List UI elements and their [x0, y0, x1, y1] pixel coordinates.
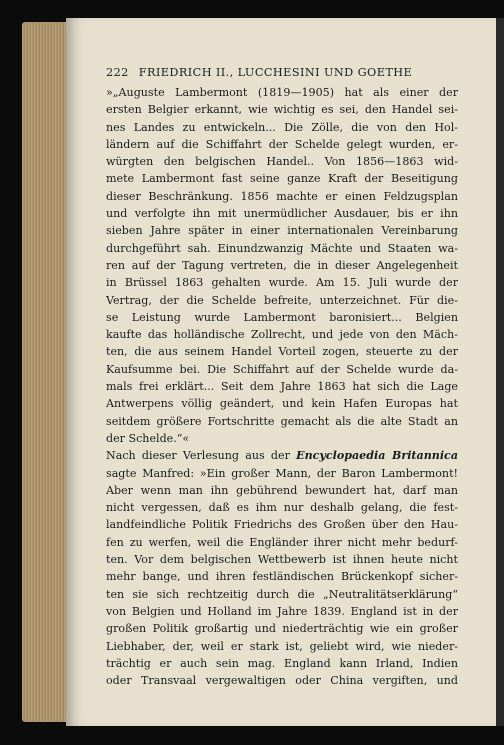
- running-header: [106, 66, 456, 79]
- text-line: ten, die aus seinem Handel Vorteil zogen, steuerte zu der: [106, 345, 458, 359]
- text-line: Antwerpens völlig geändert, und kein Hafen Europas hat: [106, 397, 458, 411]
- text-line: Kaufsumme bei. Die Schiffahrt auf der Schelde wurde da-: [106, 362, 458, 376]
- text-line: ersten Belgier erkannt, wie wichtig es sei, den Handel sei-: [106, 103, 458, 117]
- text-line: von Belgien und Holland im Jahre 1839. England ist in der: [106, 604, 458, 618]
- text-line: und verfolgte ihn mit unermüdlicher Ausdauer, bis er ihn: [106, 207, 458, 221]
- text-line: se Leistung wurde Lambermont baronisiert... Belgien: [106, 310, 458, 324]
- text-line: oder Transvaal vergewaltigen oder China vergiften, und: [106, 674, 458, 688]
- text-line: ländern auf die Schiffahrt der Schelde gelegt wurden, er-: [106, 137, 458, 151]
- text-line: seitdem größere Fortschritte gemacht als die alte Stadt an: [106, 414, 458, 428]
- text-line: großen Politik großartig und niederträchtig wie ein großer: [106, 622, 458, 636]
- text-segment: Nach dieser Verlesung aus der: [106, 449, 290, 463]
- text-line: Liebhaber, der, weil er stark ist, geliebt wird, wie nieder-: [106, 639, 458, 653]
- text-line: sieben Jahre später in einer internationalen Vereinbarung: [106, 224, 458, 238]
- text-line-with-title: [106, 447, 458, 464]
- text-line: ten. Vor dem belgischen Wettbewerb ist ihnen heute nicht: [106, 553, 458, 567]
- running-title: FRIEDRICH II., LUCCHESINI UND GOETHE: [138, 66, 413, 79]
- scan-border: [496, 18, 504, 726]
- text-line: sagte Manfred: »Ein großer Mann, der Baron Lambermont!: [106, 466, 458, 480]
- text-line: in Brüssel 1863 gehalten wurde. Am 15. Juli wurde der: [106, 276, 458, 290]
- text-line: Vertrag, der die Schelde befreite, unterzeichnet. Für die-: [106, 293, 458, 307]
- book-title: Encyclopaedia Britannica: [296, 449, 458, 463]
- text-line: nicht vergessen, daß es ihm nur deshalb gelang, die fest-: [106, 501, 458, 515]
- text-line: mals frei erklärt... Seit dem Jahre 1863 hat sich die Lage: [106, 380, 458, 394]
- text-line: durchgeführt sah. Einundzwanzig Mächte und Staaten wa-: [106, 241, 458, 255]
- text-line: landfeindliche Politik Friedrichs des Großen über den Hau-: [106, 518, 458, 532]
- body-text: [106, 84, 458, 689]
- text-line: ren auf der Tagung vertreten, die in dieser Angelegenheit: [106, 258, 458, 272]
- text-line: Aber wenn man ihn gebührend bewundert hat, darf man: [106, 483, 458, 497]
- text-line: nes Landes zu entwickeln... Die Zölle, die von den Hol-: [106, 120, 458, 134]
- text-line: »„Auguste Lambermont (1819—1905) hat als einer der: [106, 86, 458, 99]
- text-line: mehr bange, und ihren festländischen Brückenkopf sicher-: [106, 570, 458, 584]
- text-line: der Schelde.“«: [106, 431, 190, 445]
- text-line: trächtig er auch sein mag. England kann Irland, Indien: [106, 656, 458, 670]
- text-line: mete Lambermont fast seine ganze Kraft der Beseitigung: [106, 172, 458, 186]
- text-line: dieser Beschränkung. 1856 machte er einen Feldzugsplan: [106, 189, 458, 203]
- text-line: kaufte das holländische Zollrecht, und jede von den Mäch-: [106, 328, 458, 342]
- page-number: 222: [106, 66, 129, 79]
- text-line: würgten den belgischen Handel.. Von 1856—1863 wid-: [106, 155, 458, 169]
- text-line: fen zu werfen, weil die Engländer ihrer nicht mehr bedurf-: [106, 535, 458, 549]
- text-line: ten sie sich rechtzeitig durch die „Neutralitätserklärung“: [106, 587, 458, 601]
